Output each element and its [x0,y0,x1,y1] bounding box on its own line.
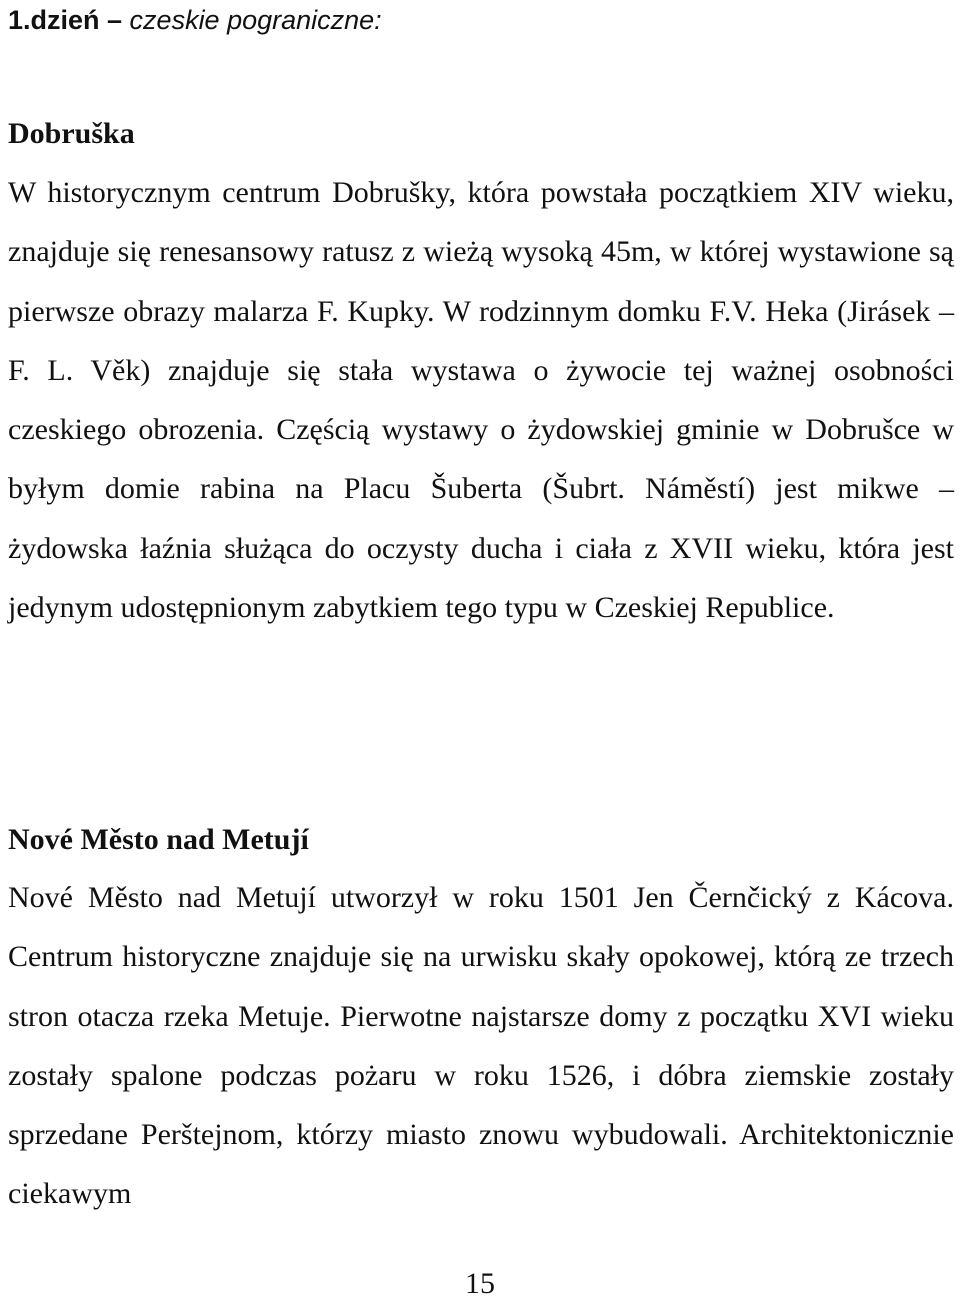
heading-day: 1.dzień – [8,5,130,35]
section-text-nove-mesto: Nové Město nad Metují utworzył w roku 1501 Jen Černčický z Kácova. Centrum historyczne znajduje się na urwisku skały opokowej, którą ze trzech stron otacza rzeka Metuje. Pierwotne najstarsze domy z początku XVI wieku zostały spalone podczas pożaru w roku 1526, i dóbra ziemskie zostały sprzedane Perštejnom, którzy miasto znowu wybudowali. Architektonicznie ciekawym [8,881,954,1211]
section-title-dobruska: Dobruška [8,117,135,150]
heading-region: czeskie pograniczne: [129,5,382,35]
section-text-dobruska: W historycznym centrum Dobrušky, która powstała początkiem XIV wieku, znajduje się renesansowy ratusz z wieżą wysoką 45m, w której wystawione są pierwsze obrazy malarza F. Kupky. W rodzinnym domku F.V. Heka (Jirásek – F. L. Věk) znajduje się stała wystawa o żywocie tej ważnej osobności czeskiego obrozenia. Częścią wystawy o żydowskiej gminie w Dobrušce w byłym domie rabina na Placu Šuberta (Šubrt. Náměstí) jest mikwe – żydowska łaźnia służąca do oczysty ducha i ciała z XVII wieku, która jest jedynym udostępnionym zabytkiem tego typu w Czeskiej Republice. [8,176,954,625]
section-title-nove-mesto: Nové Město nad Metují [8,823,309,856]
page-heading [8,0,382,40]
page-number: 15 [465,1267,495,1300]
